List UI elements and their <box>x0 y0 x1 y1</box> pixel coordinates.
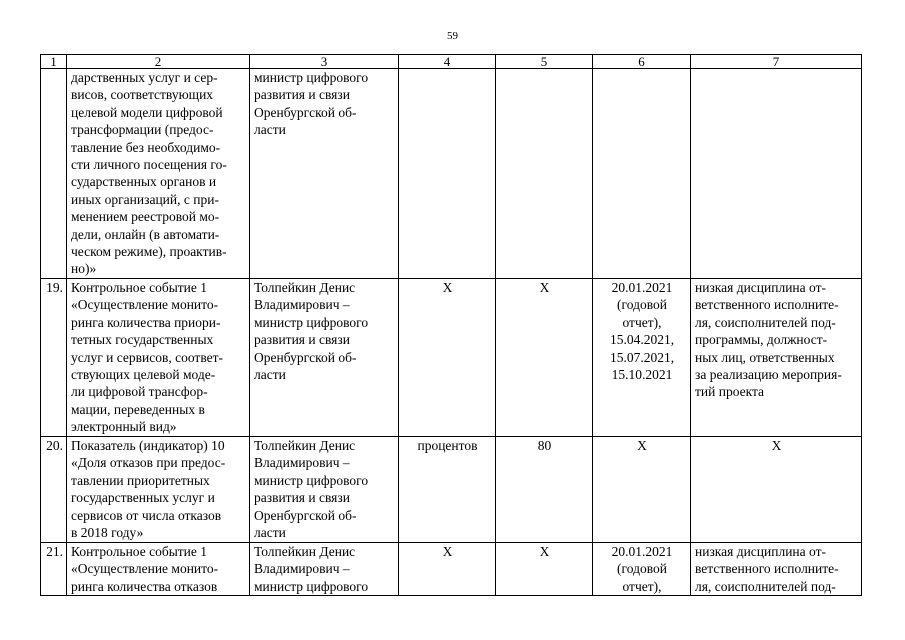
event-description: Показатель (индикатор) 10 «Доля отказов при предос- тавлении приоритетных государственных услуг и сервисов от числа отказов в 2018 году» <box>67 436 250 542</box>
responsible-person: Толпейкин Денис Владимирович – министр цифрового развития и связи Оренбургской об- ласти <box>250 278 399 436</box>
deadline-cell: 20.01.2021 (годовой отчет), 15.04.2021, 15.07.2021, 15.10.2021 <box>593 278 691 436</box>
event-description: Контрольное событие 1 «Осуществление монито- ринга количества приори- тетных государственных услуг и сервисов, соответ- ствующих целевой моде- ли цифровой трансфор- мации, переведенных в электронный вид» <box>67 278 250 436</box>
plan-table <box>40 54 862 596</box>
value-cell: Х <box>496 542 593 595</box>
risk-cell <box>691 69 862 279</box>
unit-cell: Х <box>399 278 496 436</box>
header-cell-3: 3 <box>250 55 399 69</box>
header-cell-2: 2 <box>67 55 250 69</box>
event-description: Контрольное событие 1 «Осуществление монито- ринга количества отказов <box>67 542 250 595</box>
responsible-person: министр цифрового развития и связи Оренбургской об- ласти <box>250 69 399 279</box>
row-number: 20. <box>41 436 67 542</box>
event-description: дарственных услуг и сер- висов, соответствующих целевой модели цифровой трансформации (предос- тавление без необходимо- сти личного посещения го- сударственных органов и иных организаций, с при- менением реестровой мо- дели, онлайн (в автомати- ческом режиме), проактив- но)» <box>67 69 250 279</box>
header-cell-1: 1 <box>41 55 67 69</box>
row-number: 21. <box>41 542 67 595</box>
table-row <box>41 69 862 279</box>
table-row <box>41 436 862 542</box>
unit-cell: процентов <box>399 436 496 542</box>
deadline-cell: Х <box>593 436 691 542</box>
value-cell: Х <box>496 278 593 436</box>
header-cell-6: 6 <box>593 55 691 69</box>
header-cell-4: 4 <box>399 55 496 69</box>
header-cell-7: 7 <box>691 55 862 69</box>
row-number: 19. <box>41 278 67 436</box>
deadline-cell: 20.01.2021 (годовой отчет), <box>593 542 691 595</box>
unit-cell <box>399 69 496 279</box>
table-row <box>41 278 862 436</box>
value-cell <box>496 69 593 279</box>
responsible-person: Толпейкин Денис Владимирович – министр цифрового развития и связи Оренбургской об- ласти <box>250 436 399 542</box>
header-row <box>41 55 862 69</box>
unit-cell: Х <box>399 542 496 595</box>
row-number <box>41 69 67 279</box>
value-cell: 80 <box>496 436 593 542</box>
page-number: 59 <box>447 30 458 42</box>
deadline-cell <box>593 69 691 279</box>
risk-cell: Х <box>691 436 862 542</box>
risk-cell: низкая дисциплина от- ветственного исполните- ля, соисполнителей под- <box>691 542 862 595</box>
risk-cell: низкая дисциплина от- ветственного исполните- ля, соисполнителей под- программы, должност- ных лиц, ответственных за реализацию мероприя- тий проекта <box>691 278 862 436</box>
responsible-person: Толпейкин Денис Владимирович – министр цифрового <box>250 542 399 595</box>
table-row <box>41 542 862 595</box>
header-cell-5: 5 <box>496 55 593 69</box>
